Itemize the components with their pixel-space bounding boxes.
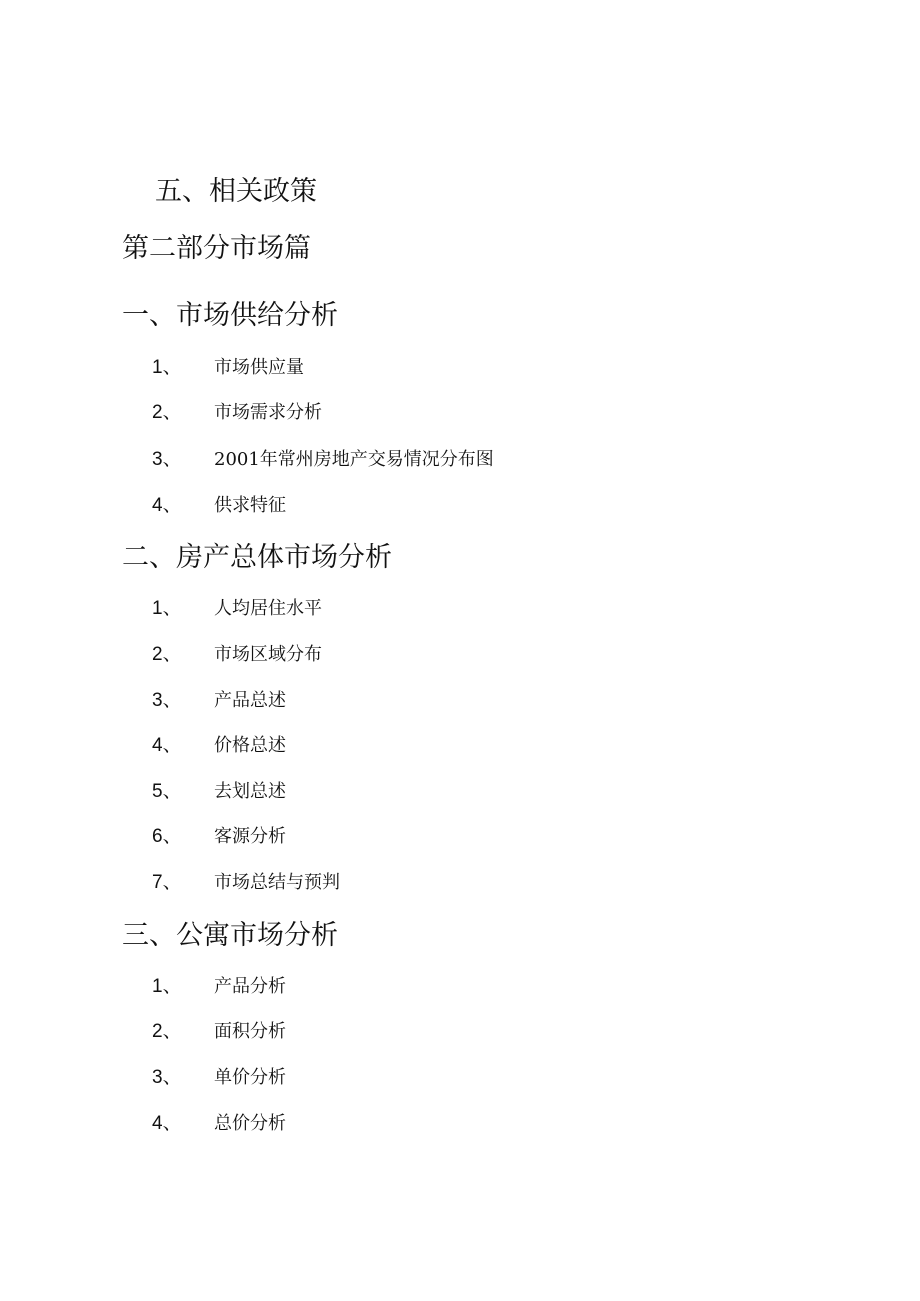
item-text: 总价分析 — [214, 1113, 286, 1134]
item-text: 客源分析 — [214, 826, 286, 847]
item-text: 市场供应量 — [214, 357, 304, 378]
section-1-title: 一、市场供给分析 — [122, 300, 338, 331]
item-text: 产品总述 — [214, 690, 286, 711]
item-number: 3、 — [152, 449, 182, 470]
item-text: 市场需求分析 — [214, 402, 322, 423]
item-number: 1、 — [152, 357, 182, 378]
item-text: 供求特征 — [214, 495, 286, 516]
item-number: 2、 — [152, 644, 182, 665]
item-text: 价格总述 — [214, 735, 286, 756]
item-number: 4、 — [152, 735, 182, 756]
item-text: 2001年常州房地产交易情况分布图 — [214, 449, 494, 470]
item-number: 7、 — [152, 872, 182, 893]
item-number: 5、 — [152, 781, 182, 802]
item-text: 人均居住水平 — [214, 598, 322, 619]
heading-related-policies: 五、相关政策 — [155, 176, 317, 207]
item-number: 3、 — [152, 1067, 182, 1088]
item-number: 6、 — [152, 826, 182, 847]
item-text: 市场总结与预判 — [214, 872, 340, 893]
item-number: 4、 — [152, 1113, 182, 1134]
item-number: 1、 — [152, 976, 182, 997]
item-text: 面积分析 — [214, 1021, 286, 1042]
item-number: 1、 — [152, 598, 182, 619]
item-number: 2、 — [152, 402, 182, 423]
item-text: 去划总述 — [214, 781, 286, 802]
part-two-title: 第二部分市场篇 — [122, 233, 311, 264]
section-2-title: 二、房产总体市场分析 — [122, 542, 392, 573]
item-text: 产品分析 — [214, 976, 286, 997]
item-number: 4、 — [152, 495, 182, 516]
item-text: 单价分析 — [214, 1067, 286, 1088]
item-text: 市场区域分布 — [214, 644, 322, 665]
item-number: 3、 — [152, 690, 182, 711]
section-3-title: 三、公寓市场分析 — [122, 920, 338, 951]
item-number: 2、 — [152, 1021, 182, 1042]
